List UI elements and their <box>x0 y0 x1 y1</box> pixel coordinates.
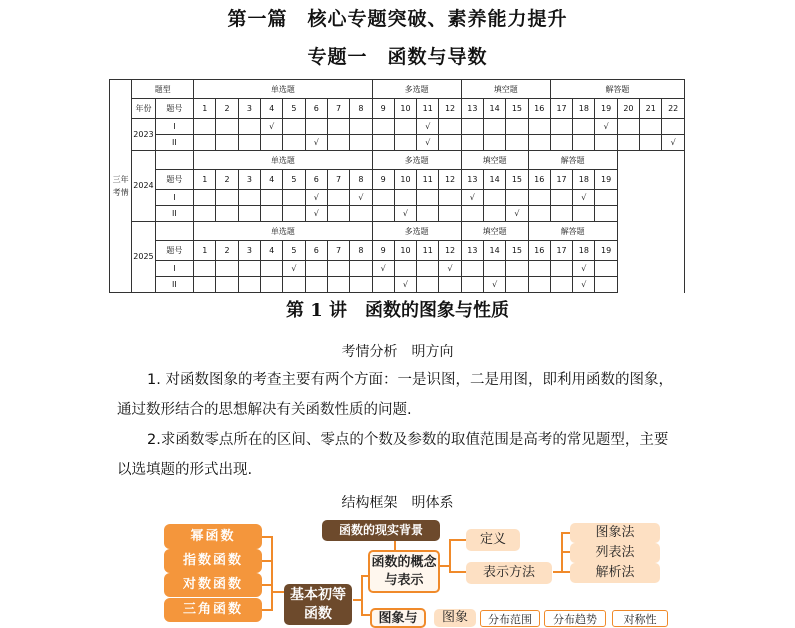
paper-label: I <box>155 189 194 205</box>
header-single: 单选题 <box>194 221 372 240</box>
section-framework-heading: 结构框架 明体系 <box>341 495 454 511</box>
question-number: 8 <box>350 99 372 118</box>
check-cell: √ <box>372 260 394 276</box>
question-number: 19 <box>595 99 617 118</box>
check-cell: √ <box>595 118 617 134</box>
paper-label: I <box>155 260 194 276</box>
header-answer: 解答题 <box>528 221 617 240</box>
question-number: 18 <box>573 170 595 189</box>
question-number: 10 <box>394 99 416 118</box>
logarithmic-function-node: 对数函数 <box>164 573 262 597</box>
question-number: 17 <box>550 170 572 189</box>
check-cell: √ <box>573 189 595 205</box>
question-number: 2 <box>216 170 238 189</box>
topic-title: 专题一 函数与导数 <box>307 46 488 68</box>
question-number: 5 <box>283 241 305 260</box>
header-single: 单选题 <box>194 80 372 99</box>
question-number: 14 <box>484 241 506 260</box>
basic-elementary-function-node: 基本初等函数 <box>284 584 352 625</box>
question-number: 7 <box>327 99 349 118</box>
question-number: 11 <box>417 170 439 189</box>
question-number: 19 <box>595 170 617 189</box>
check-cell: √ <box>662 134 685 150</box>
check-cell: √ <box>573 276 595 292</box>
question-number: 12 <box>439 241 461 260</box>
check-cell: √ <box>350 189 372 205</box>
header-answer: 解答题 <box>550 80 684 99</box>
check-cell: √ <box>394 276 416 292</box>
header-multi: 多选题 <box>372 80 461 99</box>
paper-label: I <box>155 118 194 134</box>
question-number: 16 <box>528 99 550 118</box>
question-number: 4 <box>261 170 283 189</box>
question-number: 9 <box>372 170 394 189</box>
question-number: 16 <box>528 170 550 189</box>
part-title: 第一篇 核心专题突破、素养能力提升 <box>227 8 568 30</box>
question-number: 1 <box>194 99 216 118</box>
check-cell: √ <box>439 260 461 276</box>
header-fill: 填空题 <box>461 80 550 99</box>
question-number: 15 <box>506 241 528 260</box>
question-number: 2 <box>216 241 238 260</box>
exponential-function-node: 指数函数 <box>164 549 262 573</box>
definition-node: 定义 <box>466 529 520 551</box>
check-cell: √ <box>305 134 327 150</box>
header-tihao: 题号 <box>155 99 194 118</box>
paragraph-1: 1. 对函数图象的考查主要有两个方面：一是识图，二是用图，即利用函数的图象，通过数形结合的思想解决有关函数性质的问题. <box>117 372 673 418</box>
graph-method-node: 图象法 <box>570 523 660 543</box>
paper-label: II <box>155 134 194 150</box>
question-number: 2 <box>216 99 238 118</box>
paper-label: II <box>155 276 194 292</box>
year-cell: 2023 <box>132 118 155 150</box>
question-number: 4 <box>261 241 283 260</box>
distribution-range-node: 分布范围 <box>480 610 540 627</box>
check-cell: √ <box>506 205 528 221</box>
question-number: 8 <box>350 241 372 260</box>
symmetry-node: 对称性 <box>612 610 668 627</box>
paper-label: II <box>155 205 194 221</box>
question-number: 13 <box>461 170 483 189</box>
header-multi: 多选题 <box>372 150 461 169</box>
question-number: 9 <box>372 241 394 260</box>
question-number: 9 <box>372 99 394 118</box>
check-cell: √ <box>283 260 305 276</box>
question-number: 13 <box>461 241 483 260</box>
question-number: 15 <box>506 99 528 118</box>
header-tihao: 题号 <box>155 170 194 189</box>
question-number: 17 <box>550 99 572 118</box>
question-number: 3 <box>238 241 260 260</box>
check-cell: √ <box>484 276 506 292</box>
question-number: 18 <box>573 241 595 260</box>
check-cell: √ <box>417 118 439 134</box>
question-number: 7 <box>327 170 349 189</box>
header-fill: 填空题 <box>461 150 528 169</box>
section-analysis-heading: 考情分析 明方向 <box>341 344 454 360</box>
question-number: 10 <box>394 170 416 189</box>
side-label: 三年考情 <box>110 80 132 293</box>
question-number: 6 <box>305 241 327 260</box>
table-method-node: 列表法 <box>570 543 660 563</box>
check-cell: √ <box>305 205 327 221</box>
question-number: 1 <box>194 170 216 189</box>
check-cell: √ <box>305 189 327 205</box>
distribution-trend-node: 分布趋势 <box>544 610 606 627</box>
header-single: 单选题 <box>194 150 372 169</box>
question-number: 12 <box>439 170 461 189</box>
header-year: 年份 <box>132 99 155 118</box>
question-number: 14 <box>484 99 506 118</box>
header-type: 题型 <box>132 80 194 99</box>
year-cell: 2024 <box>132 150 155 221</box>
power-function-node: 幂函数 <box>164 524 262 549</box>
check-cell: √ <box>417 134 439 150</box>
function-concept-node: 函数的概念与表示 <box>368 550 440 593</box>
header-answer: 解答题 <box>528 150 617 169</box>
analytic-method-node: 解析法 <box>570 563 660 583</box>
question-number: 20 <box>617 99 639 118</box>
question-number: 13 <box>461 99 483 118</box>
question-number: 3 <box>238 99 260 118</box>
question-number: 6 <box>305 170 327 189</box>
question-number: 18 <box>573 99 595 118</box>
question-number: 15 <box>506 170 528 189</box>
question-number: 5 <box>283 170 305 189</box>
question-number: 3 <box>238 170 260 189</box>
question-number: 11 <box>417 99 439 118</box>
representation-method-node: 表示方法 <box>466 562 552 584</box>
year-cell: 2025 <box>132 221 155 292</box>
graph-and-node: 图象与 <box>370 608 426 628</box>
check-cell: √ <box>573 260 595 276</box>
question-number: 7 <box>327 241 349 260</box>
question-number: 8 <box>350 170 372 189</box>
check-cell: √ <box>394 205 416 221</box>
trigonometric-function-node: 三角函数 <box>164 598 262 622</box>
lecture-title: 第 1 讲 函数的图象与性质 <box>285 300 510 321</box>
header-tihao: 题号 <box>155 241 194 260</box>
question-number: 11 <box>417 241 439 260</box>
check-cell: √ <box>461 189 483 205</box>
question-number: 4 <box>261 99 283 118</box>
question-number: 21 <box>640 99 662 118</box>
paragraph-2: 2.求函数零点所在的区间、零点的个数及参数的取值范围是高考的常见题型，主要以选填题的形式出现. <box>117 432 669 478</box>
real-background-node: 函数的现实背景 <box>322 520 440 541</box>
question-number: 5 <box>283 99 305 118</box>
question-number: 14 <box>484 170 506 189</box>
header-multi: 多选题 <box>372 221 461 240</box>
header-fill: 填空题 <box>461 221 528 240</box>
graph-node: 图象 <box>434 609 476 627</box>
question-number: 12 <box>439 99 461 118</box>
question-number: 22 <box>662 99 685 118</box>
question-number: 1 <box>194 241 216 260</box>
question-number: 10 <box>394 241 416 260</box>
question-number: 16 <box>528 241 550 260</box>
question-number: 6 <box>305 99 327 118</box>
question-number: 19 <box>595 241 617 260</box>
question-number: 17 <box>550 241 572 260</box>
check-cell: √ <box>261 118 283 134</box>
